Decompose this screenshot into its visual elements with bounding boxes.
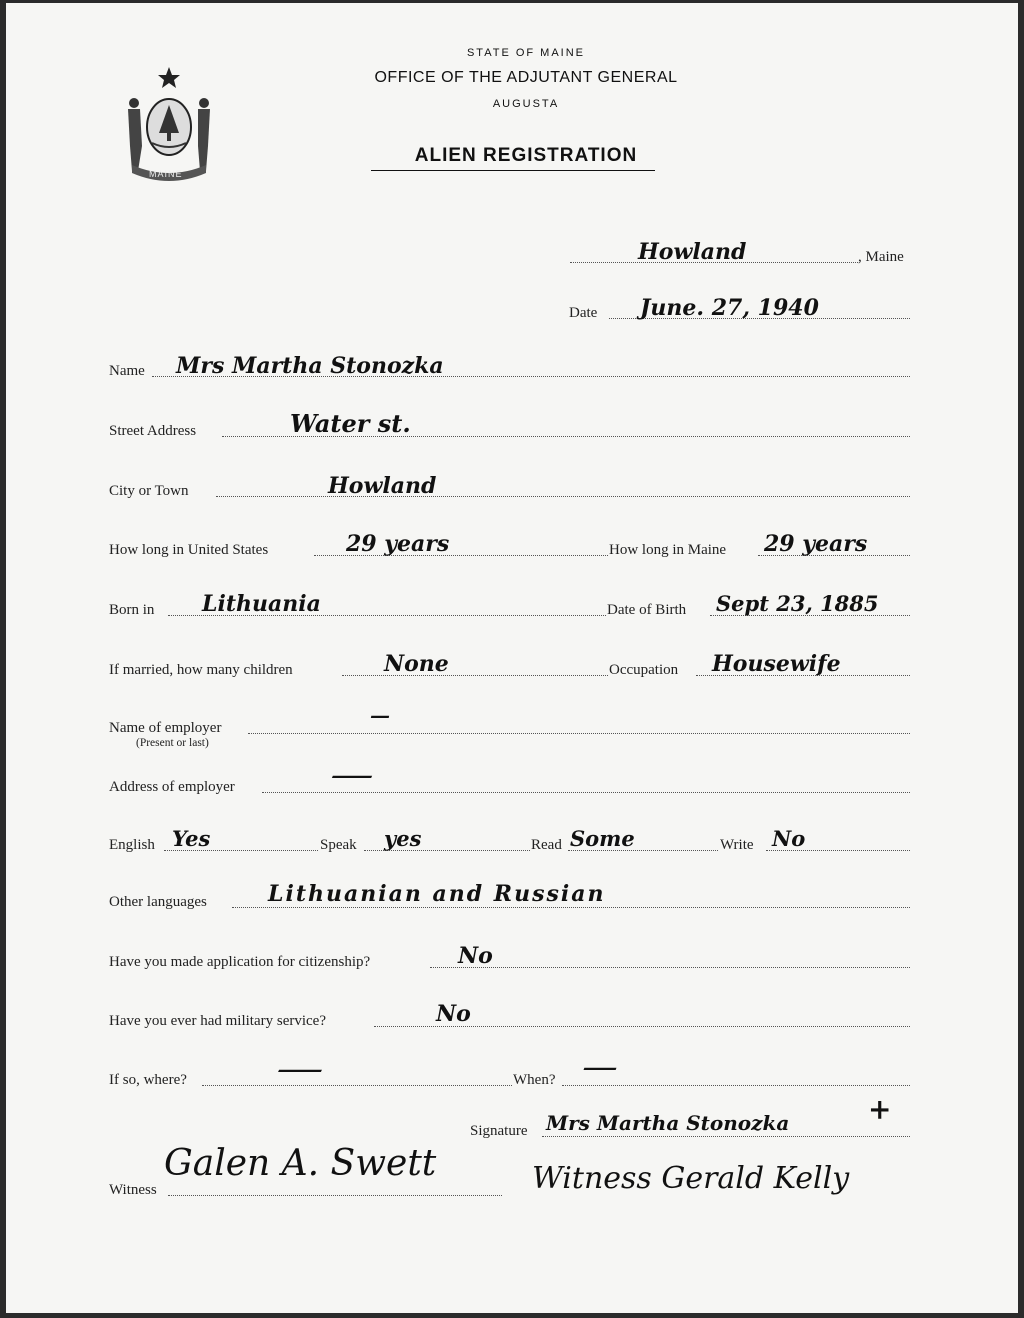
write-label: Write [720,837,754,853]
witness-line [168,1195,502,1196]
where-value[interactable]: — [276,1057,324,1081]
employer-sublabel: (Present or last) [136,737,209,749]
maine-duration-value[interactable]: 29 years [764,531,868,557]
title-underline [371,170,655,171]
dob-label: Date of Birth [607,602,687,618]
occupation-label: Occupation [609,662,679,678]
citizenship-value[interactable]: No [458,943,493,969]
born-in-value[interactable]: Lithuania [202,591,321,617]
other-languages-value[interactable]: Lithuanian and Russian [268,881,606,907]
city-heading: AUGUSTA [492,98,560,110]
city-value[interactable]: Howland [328,473,437,499]
us-duration-label: How long in United States [109,542,269,558]
date-label: Date [569,305,598,321]
write-value[interactable]: No [772,826,806,851]
born-in-label: Born in [109,602,155,618]
citizenship-line [430,967,910,968]
citizenship-label: Have you made application for citizenship? [109,954,371,970]
read-label: Read [531,837,562,853]
military-value[interactable]: No [436,1001,471,1027]
name-label: Name [109,363,145,379]
other-languages-line [232,907,910,908]
when-value[interactable]: — [582,1055,618,1079]
signature-label: Signature [470,1123,528,1139]
when-line [562,1085,910,1086]
where-line [202,1085,512,1086]
speak-label: Speak [320,837,357,853]
military-label: Have you ever had military service? [109,1013,326,1029]
seal-ribbon-text: MAINE [149,169,183,179]
signature-mark: + [868,1093,892,1126]
employer-line [248,733,910,734]
registration-form [6,3,1018,1313]
city-label: City or Town [109,483,189,499]
occupation-value[interactable]: Housewife [712,651,841,677]
children-label: If married, how many children [109,662,293,678]
second-witness-value[interactable]: Witness Gerald Kelly [532,1161,850,1196]
signature-value[interactable]: Mrs Martha Stonozka [546,1111,790,1135]
employer-value[interactable]: — [370,703,390,727]
employer-address-line [262,792,910,793]
date-value[interactable]: June. 27, 1940 [640,295,819,321]
street-label: Street Address [109,423,197,439]
city-line [216,496,910,497]
signature-line [542,1136,910,1137]
maine-duration-label: How long in Maine [609,542,727,558]
name-value[interactable]: Mrs Martha Stonozka [176,353,444,379]
place-value[interactable]: Howland [638,239,747,265]
witness-value[interactable]: Galen A. Swett [164,1143,437,1184]
state-heading: STATE OF MAINE [466,47,586,59]
us-duration-value[interactable]: 29 years [346,531,450,557]
when-label: When? [513,1072,556,1088]
employer-address-value[interactable]: — [330,763,374,787]
place-suffix: , Maine [858,249,904,265]
where-label: If so, where? [109,1072,187,1088]
english-label: English [109,837,155,853]
children-value[interactable]: None [384,651,449,677]
office-heading: OFFICE OF THE ADJUTANT GENERAL [374,69,678,86]
employer-label: Name of employer [109,720,222,736]
children-line [342,675,608,676]
speak-value[interactable]: yes [384,826,422,851]
other-languages-label: Other languages [109,894,207,910]
street-value[interactable]: Water st. [290,409,411,438]
employer-address-label: Address of employer [109,779,235,795]
english-value[interactable]: Yes [172,826,211,851]
dob-value[interactable]: Sept 23, 1885 [716,591,879,616]
witness-label: Witness [109,1182,157,1198]
form-title: ALIEN REGISTRATION [414,145,638,166]
read-value[interactable]: Some [570,826,635,851]
